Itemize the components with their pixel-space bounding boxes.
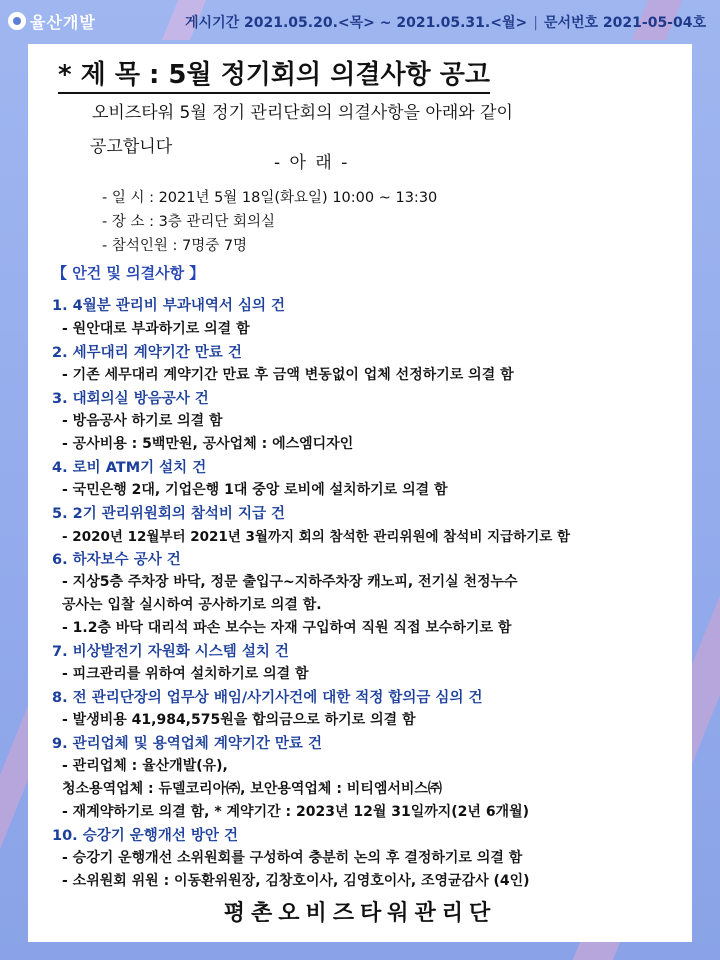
below-heading: - 아 래 - [274,153,350,173]
agenda-item-title: 2. 세무대리 계약기간 만료 건 [52,345,242,361]
notice-title: * 제 목 : 5월 정기회의 의결사항 공고 [58,54,490,94]
agenda-item-line: - 2020년 12월부터 2021년 3월까지 회의 참석한 관리위원에 참석비 지급하기로 함 [62,529,571,545]
agenda-item-title: 4. 로비 ATM기 설치 건 [52,460,207,476]
agenda-item-title: 5. 2기 관리위원회의 참석비 지급 건 [52,506,286,522]
notice-paper [28,44,692,942]
logo-mark-icon [8,12,26,30]
agenda-item-line: - 원안대로 부과하기로 의결 함 [62,321,250,337]
agenda-item-title: 1. 4월분 관리비 부과내역서 심의 건 [52,298,286,314]
agenda-item-title: 3. 대회의실 방음공사 건 [52,391,209,407]
company-logo [8,8,96,34]
agenda-item-line: - 국민은행 2대, 기업은행 1대 중앙 로비에 설치하기로 의결 함 [62,482,448,498]
logo-text: 율산개발 [30,12,96,32]
issuer-name: 평촌오비즈타워관리단 [223,901,497,926]
agenda-item-line: - 재계약하기로 의결 함, * 계약기간 : 2023년 12월 31일까지(2년 6개월) [62,804,530,820]
agenda-item-line: - 소위원회 위원 : 이동환위원장, 김창호이사, 김영호이사, 조영균감사 (4인) [62,873,530,889]
intro-line-2: 공고합니다 [90,137,173,157]
agenda-item-line: - 지상5층 주차장 바닥, 정문 출입구~지하주차장 캐노피, 전기실 천정누수 [62,574,518,590]
agenda-item-title: 10. 승강기 운행개선 방안 건 [52,828,238,844]
agenda-item-line: - 관리업체 : 율산개발(유), [62,758,228,774]
agenda-item-line: - 기존 세무대리 계약기간 만료 후 금액 변동없이 업체 선정하기로 의결 함 [62,367,514,383]
header-bar [0,0,720,42]
meta-separator: | [533,15,538,31]
posting-period: 게시기간 2021.05.20.<목> ~ 2021.05.31.<월> [185,15,528,31]
agenda-item-title: 6. 하자보수 공사 건 [52,552,181,568]
intro-line-1: 오비즈타워 5월 정기 관리단회의 의결사항을 아래와 같이 [92,103,513,123]
agenda-item-line: - 공사비용 : 5백만원, 공사업체 : 에스엠디자인 [62,436,354,452]
posting-meta [185,12,706,32]
agenda-item-line: - 1.2층 바닥 대리석 파손 보수는 자재 구입하여 직원 직접 보수하기로 함 [62,620,512,636]
agenda-item-title: 8. 전 관리단장의 업무상 배임/사기사건에 대한 적정 합의금 심의 건 [52,690,483,706]
agenda-item-line: - 방음공사 하기로 의결 함 [62,413,223,429]
agenda-item-line: 청소용역업체 : 듀델코리아㈜, 보안용역업체 : 비티엠서비스㈜ [62,781,442,797]
meeting-place: - 장 소 : 3층 관리단 회의실 [102,214,276,230]
agenda-item-title: 7. 비상발전기 자원화 시스템 설치 건 [52,644,289,660]
agenda-item-title: 9. 관리업체 및 용역업체 계약기간 만료 건 [52,736,322,752]
agenda-item-line: 공사는 입찰 실시하여 공사하기로 의결 함. [62,597,322,613]
agenda-item-line: - 승강기 운행개선 소위원회를 구성하여 충분히 논의 후 결정하기로 의결 함 [62,850,523,866]
document-number: 문서번호 2021-05-04호 [543,15,706,31]
meeting-datetime: - 일 시 : 2021년 5월 18일(화요일) 10:00 ~ 13:30 [102,190,438,206]
meeting-attendance: - 참석인원 : 7명중 7명 [102,238,248,254]
agenda-item-line: - 발생비용 41,984,575원을 합의금으로 하기로 의결 함 [62,712,416,728]
agenda-item-line: - 피크관리를 위하여 설치하기로 의결 함 [62,666,309,682]
agenda-heading: 【 안건 및 의결사항 】 [52,264,205,282]
